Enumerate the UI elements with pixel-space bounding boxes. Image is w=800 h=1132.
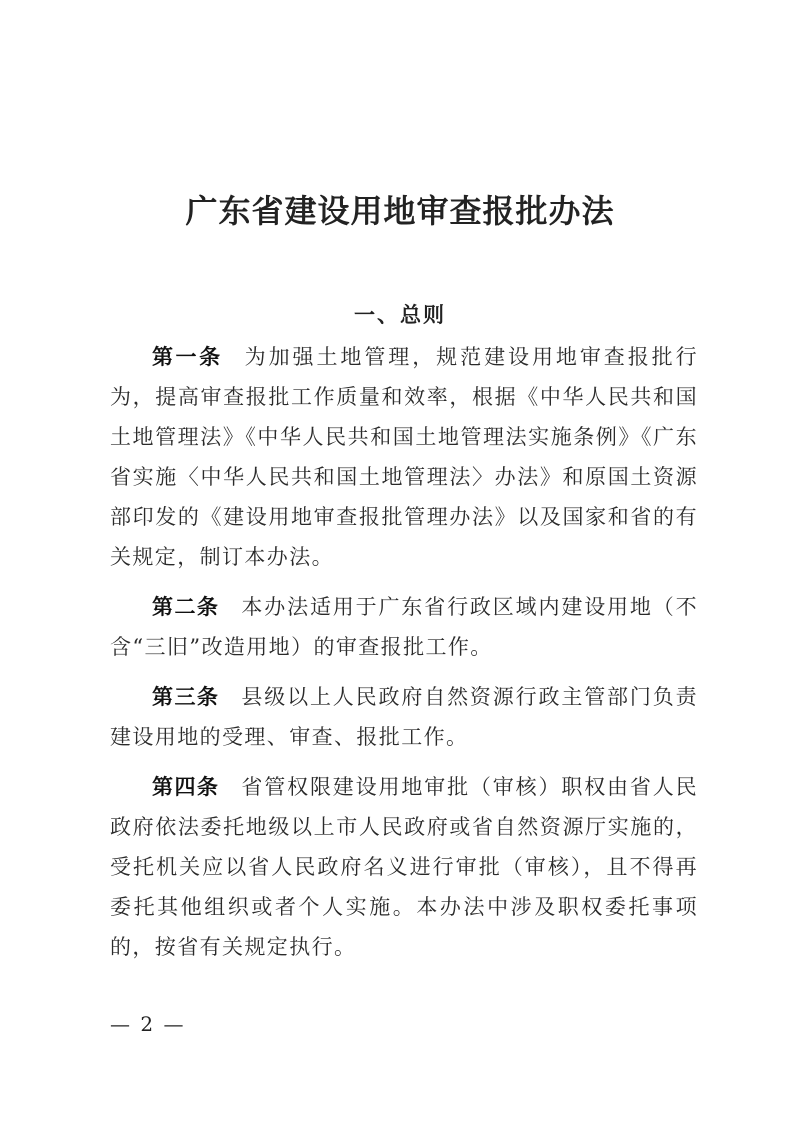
article-text: 县级以上人民政府自然资源行政主管部门负责建设用地的受理、审查、报批工作。 bbox=[110, 685, 699, 749]
document-title: 广东省建设用地审查报批办法 bbox=[185, 192, 615, 231]
article-4 bbox=[110, 767, 698, 967]
article-3 bbox=[110, 677, 698, 757]
article-text: 省管权限建设用地审批（审核）职权由省人民政府依法委托地级以上市人民政府或省自然资源厅实施的，受托机关应以省人民政府名义进行审批（审核），且不得再委托其他组织或者个人实施。本办法中涉及职权委托事项的，按省有关规定执行。 bbox=[110, 775, 699, 959]
article-list bbox=[110, 337, 698, 967]
article-text: 为加强土地管理，规范建设用地审查报批行为，提高审查报批工作质量和效率，根据《中华人民共和国土地管理法》《中华人民共和国土地管理法实施条例》《广东省实施〈中华人民共和国土地管理法〉办法》和原国土资源部印发的《建设用地审查报批管理办法》以及国家和省的有关规定，制订本办法。 bbox=[110, 345, 699, 569]
article-number: 第二条 bbox=[152, 595, 220, 619]
section-heading: 一、总则 bbox=[354, 303, 446, 328]
article-text: 本办法适用于广东省行政区域内建设用地（不含“三旧”改造用地）的审查报批工作。 bbox=[110, 595, 699, 659]
article-number: 第一条 bbox=[152, 345, 223, 369]
article-1 bbox=[110, 337, 698, 577]
article-2 bbox=[110, 587, 698, 667]
article-number: 第三条 bbox=[152, 685, 220, 709]
page-number: — 2 — bbox=[110, 1012, 186, 1036]
article-number: 第四条 bbox=[152, 775, 220, 799]
